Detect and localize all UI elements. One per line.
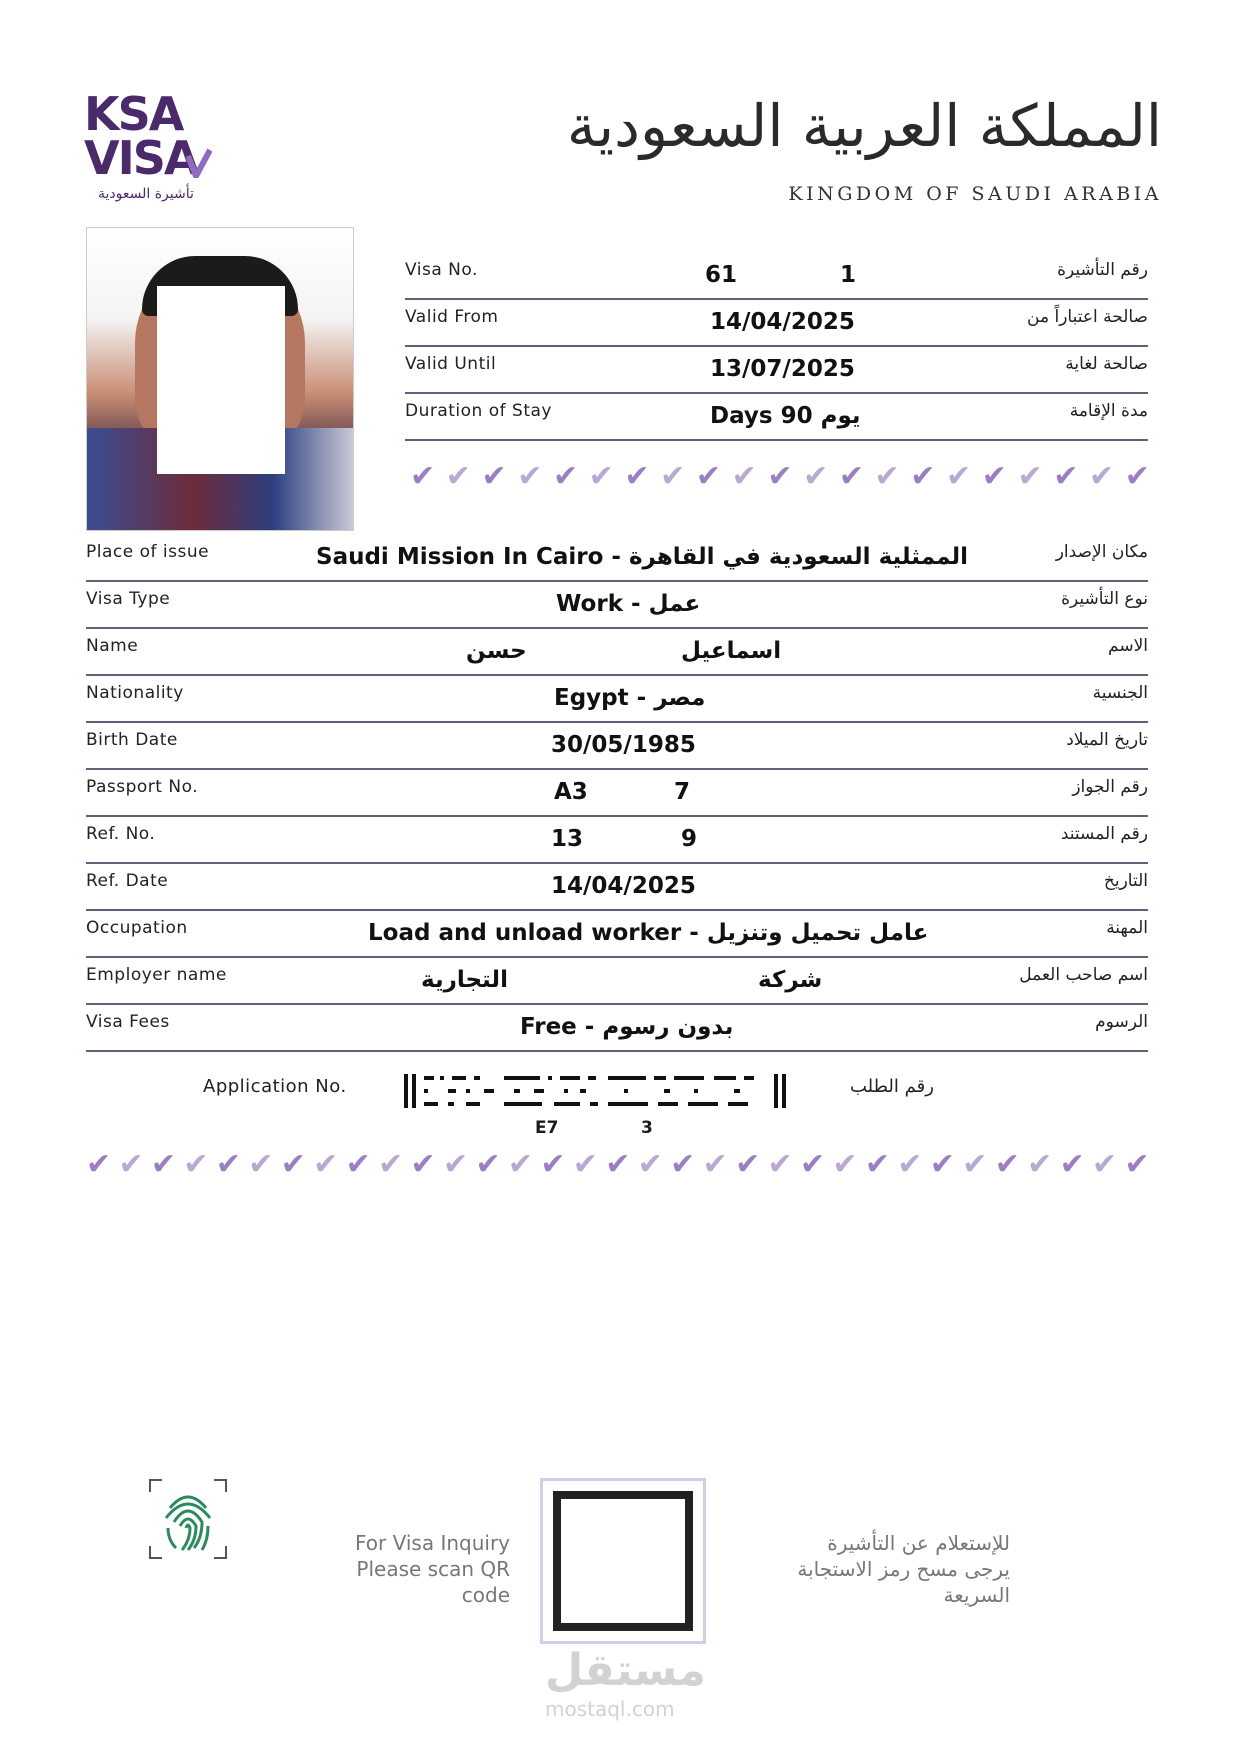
label-ar: المهنة [1106,918,1148,938]
row-nationality [86,675,1148,723]
label-en: Valid From [405,307,499,327]
row-valid-until [405,346,1148,394]
row-ref-date [86,863,1148,911]
value-1: Load and unload worker - عامل تحميل وتنزيل [368,920,929,946]
label-en: Passport No. [86,777,199,797]
kingdom-title-english: KINGDOM OF SAUDI ARABIA [788,183,1162,205]
value-1: 61 [705,262,738,288]
label-ar: صالحة اعتباراً من [1027,307,1148,327]
fingerprint-icon [148,1478,228,1560]
value-1: 13/07/2025 [710,356,855,382]
application-no-label-ar: رقم الطلب [850,1076,934,1097]
label-ar: رقم التأشيرة [1057,260,1148,280]
application-no-label-en: Application No. [203,1076,347,1097]
check-pattern-band-bottom: ✔ ✔ ✔ ✔ ✔ ✔ ✔ ✔ ✔ ✔ ✔ ✔ ✔ ✔ ✔ ✔ ✔ ✔ ✔ ✔ ✔ ✔ ✔ ✔ ✔ ✔ ✔ ✔ ✔ ✔ ✔ ✔ ✔ [86,1147,1150,1182]
value-1: التجارية [421,967,508,993]
logo-check-icon [186,148,212,178]
inquiry-en-line2: Please scan QR code [356,1557,510,1607]
label-ar: رقم الجواز [1072,777,1148,797]
inquiry-en-line1: For Visa Inquiry [355,1531,510,1555]
label-en: Duration of Stay [405,401,552,421]
value-1: حسن [466,638,527,664]
value-1: 13 [551,826,584,852]
value-2: شركة [758,967,823,993]
value-1: 30/05/1985 [551,732,696,758]
label-en: Employer name [86,965,227,985]
row-ref-no [86,816,1148,864]
value-1: Work - عمل [556,591,701,617]
inquiry-text-en [310,1530,510,1608]
logo-subtitle: تأشيرة السعودية [98,186,194,202]
label-ar: اسم صاحب العمل [1019,965,1148,985]
inquiry-ar-line2: يرجى مسح رمز الاستجابة السريعة [797,1557,1010,1607]
value-1: Egypt - مصر [554,685,706,711]
qr-pattern [553,1491,693,1631]
check-pattern-band-top: ✔ ✔ ✔ ✔ ✔ ✔ ✔ ✔ ✔ ✔ ✔ ✔ ✔ ✔ ✔ ✔ ✔ ✔ ✔ ✔ ✔ [410,459,1150,494]
value-2: 1 [840,262,857,288]
row-place-of-issue [86,534,1148,582]
value-2: اسماعيل [681,638,782,664]
label-en: Birth Date [86,730,178,750]
label-en: Ref. Date [86,871,169,891]
watermark-arabic: مستقل [545,1645,706,1696]
label-en: Valid Until [405,354,497,374]
application-barcode-icon [404,1074,786,1108]
inquiry-text-ar [725,1530,1010,1608]
value-2: 9 [681,826,698,852]
label-ar: مدة الإقامة [1069,401,1148,421]
label-en: Visa Fees [86,1012,170,1032]
label-ar: الجنسية [1092,683,1148,703]
value-1: Saudi Mission In Cairo - الممثلية السعودية في القاهرة [316,544,969,570]
qr-code[interactable] [540,1478,706,1644]
row-duration [405,393,1148,441]
value-1: Free - بدون رسوم [520,1014,734,1040]
ksa-visa-logo [84,87,198,185]
label-en: Name [86,636,139,656]
row-birth-date [86,722,1148,770]
value-1: 14/04/2025 [710,309,855,335]
logo-line1: KSA [84,87,183,141]
row-visa-fees [86,1004,1148,1052]
qr-redaction [583,1521,671,1609]
value-1: A3 [554,779,588,805]
label-en: Nationality [86,683,184,703]
label-ar: مكان الإصدار [1055,542,1148,562]
application-no-part-1: E7 [535,1118,559,1138]
row-valid-from [405,299,1148,347]
label-ar: رقم المستند [1060,824,1148,844]
label-ar: صالحة لغاية [1065,354,1148,374]
value-2: 7 [674,779,691,805]
label-en: Place of issue [86,542,210,562]
label-en: Visa No. [405,260,478,280]
label-ar: الرسوم [1095,1012,1148,1032]
label-ar: الاسم [1108,636,1148,656]
row-employer-name [86,957,1148,1005]
kingdom-title-arabic: المملكة العربية السعودية [566,92,1162,160]
label-ar: نوع التأشيرة [1061,589,1148,609]
face-redaction [157,286,285,474]
label-en: Ref. No. [86,824,156,844]
value-1: 14/04/2025 [551,873,696,899]
row-occupation [86,910,1148,958]
row-visa-no [405,252,1148,300]
application-no-part-2: 3 [641,1118,653,1138]
inquiry-ar-line1: للإستعلام عن التأشيرة [827,1531,1010,1555]
label-ar: تاريخ الميلاد [1066,730,1148,750]
watermark-url: mostaql.com [545,1697,675,1721]
applicant-photo [86,227,354,531]
label-ar: التاريخ [1103,871,1148,891]
row-visa-type [86,581,1148,629]
label-en: Visa Type [86,589,171,609]
label-en: Occupation [86,918,188,938]
logo-line2: VISA [84,131,198,185]
value-1: Days 90 يوم [710,403,861,429]
row-passport-no [86,769,1148,817]
row-name [86,628,1148,676]
